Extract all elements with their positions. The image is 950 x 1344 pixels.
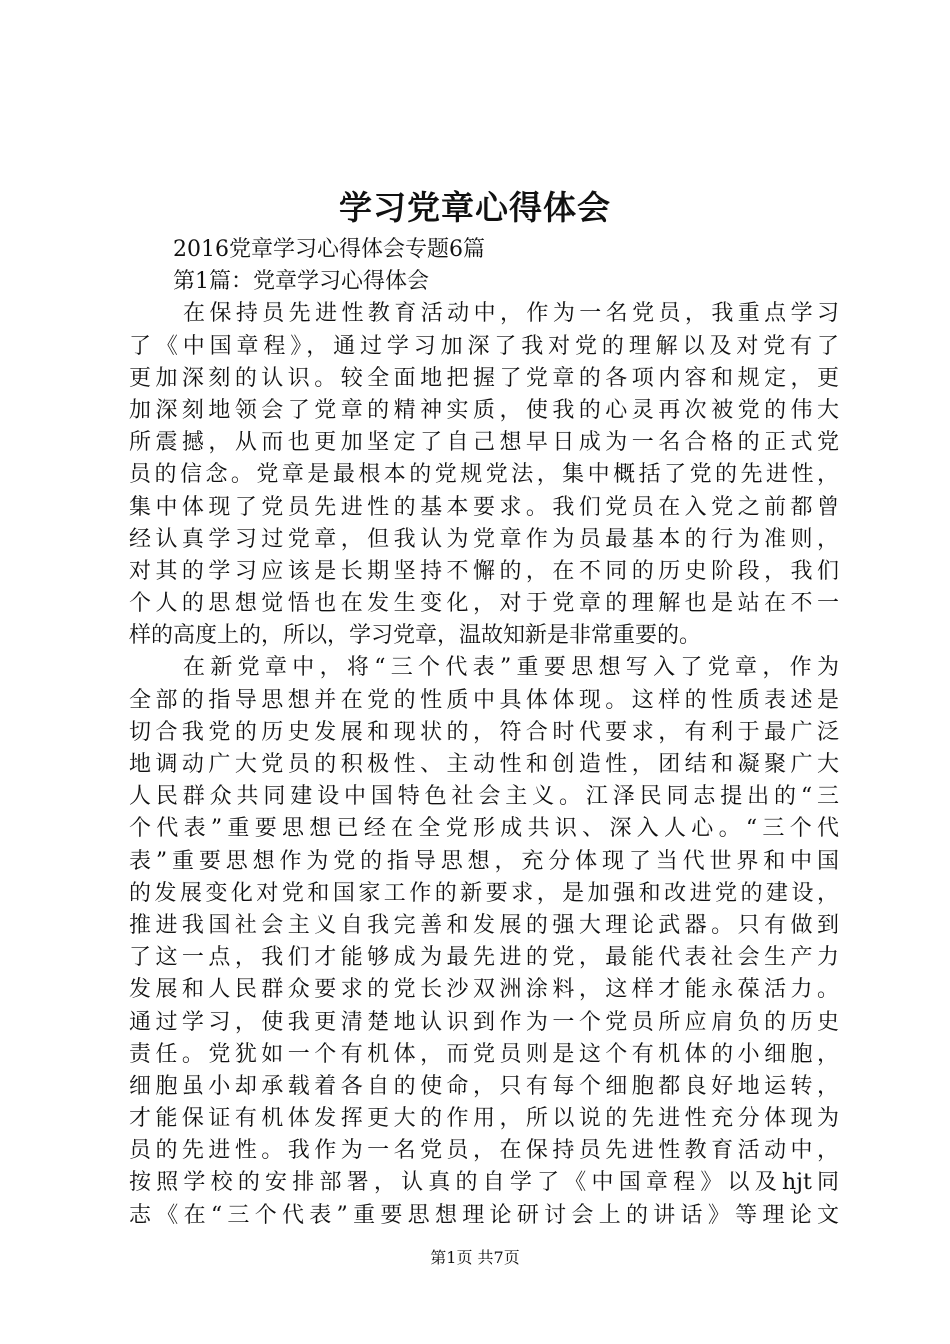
body-text-line: 所震撼，从而也更加坚定了自己想早日成为一名合格的正式党 [129,430,839,456]
body-text-line: 员的信念。党章是最根本的党规党法，集中概括了党的先进性， [129,462,839,488]
body-text-line: 通过学习，使我更清楚地认识到作为一个党员所应肩负的历史 [129,1009,839,1035]
document-title: 学习党章心得体会 [339,188,611,227]
body-text-line: 责任。党犹如一个有机体，而党员则是这个有机体的小细胞， [129,1041,839,1067]
body-text-line: 在新党章中，将“三个代表”重要思想写入了党章，作为 [183,655,839,681]
body-text-line: 了《中国章程》，通过学习加深了我对党的理解以及对党有了 [129,333,839,359]
body-text-line: 人民群众共同建设中国特色社会主义。江泽民同志提出的“三 [129,784,839,810]
body-text-line: 才能保证有机体发挥更大的作用，所以说的先进性充分体现为 [129,1106,839,1132]
body-text-line: 了这一点，我们才能够成为最先进的党，最能代表社会生产力 [129,945,839,971]
body-text-line: 个代表”重要思想已经在全党形成共识、深入人心。“三个代 [129,816,839,842]
body-text-line: 集中体现了党员先进性的基本要求。我们党员在入党之前都曾 [129,494,839,520]
page-number-footer: 第1页 共7页 [430,1248,520,1267]
body-text-line: 在保持员先进性教育活动中，作为一名党员，我重点学习 [183,301,839,327]
body-text-line: 对其的学习应该是长期坚持不懈的，在不同的历史阶段，我们 [129,558,839,584]
body-text-line: 志《在“三个代表”重要思想理论研讨会上的讲话》等理论文 [129,1202,839,1228]
body-text-line: 员的先进性。我作为一名党员，在保持员先进性教育活动中， [129,1138,839,1164]
body-text-line: 加深刻地领会了党章的精神实质，使我的心灵再次被党的伟大 [129,397,839,423]
body-text-line: 更加深刻的认识。较全面地把握了党章的各项内容和规定，更 [129,365,839,391]
body-text-line: 发展和人民群众要求的党长沙双洲涂料，这样才能永葆活力。 [129,977,839,1003]
body-text-line: 按照学校的安排部署，认真的自学了《中国章程》以及hjt同 [129,1170,839,1196]
section-heading: 第1篇：党章学习心得体会 [173,269,429,295]
body-text-line: 全部的指导思想并在党的性质中具体体现。这样的性质表述是 [129,687,839,713]
body-text-line: 样的高度上的，所以，学习党章，温故知新是非常重要的。 [129,623,702,649]
body-text-line: 表”重要思想作为党的指导思想，充分体现了当代世界和中国 [129,848,839,874]
section-heading: 2016党章学习心得体会专题6篇 [173,237,485,262]
body-text-line: 切合我党的历史发展和现状的，符合时代要求，有利于最广泛 [129,719,839,745]
body-text-line: 推进我国社会主义自我完善和发展的强大理论武器。只有做到 [129,912,839,938]
document-body [129,234,839,1232]
body-text-line: 细胞虽小却承载着各自的使命，只有每个细胞都良好地运转， [129,1073,839,1099]
body-text-line: 个人的思想觉悟也在发生变化，对于党章的理解也是站在不一 [129,591,839,617]
body-text-line: 的发展变化对党和国家工作的新要求，是加强和改进党的建设， [129,880,839,906]
body-text-line: 经认真学习过党章，但我认为党章作为员最基本的行为准则， [129,526,839,552]
body-text-line: 地调动广大党员的积极性、主动性和创造性，团结和凝聚广大 [129,752,839,777]
